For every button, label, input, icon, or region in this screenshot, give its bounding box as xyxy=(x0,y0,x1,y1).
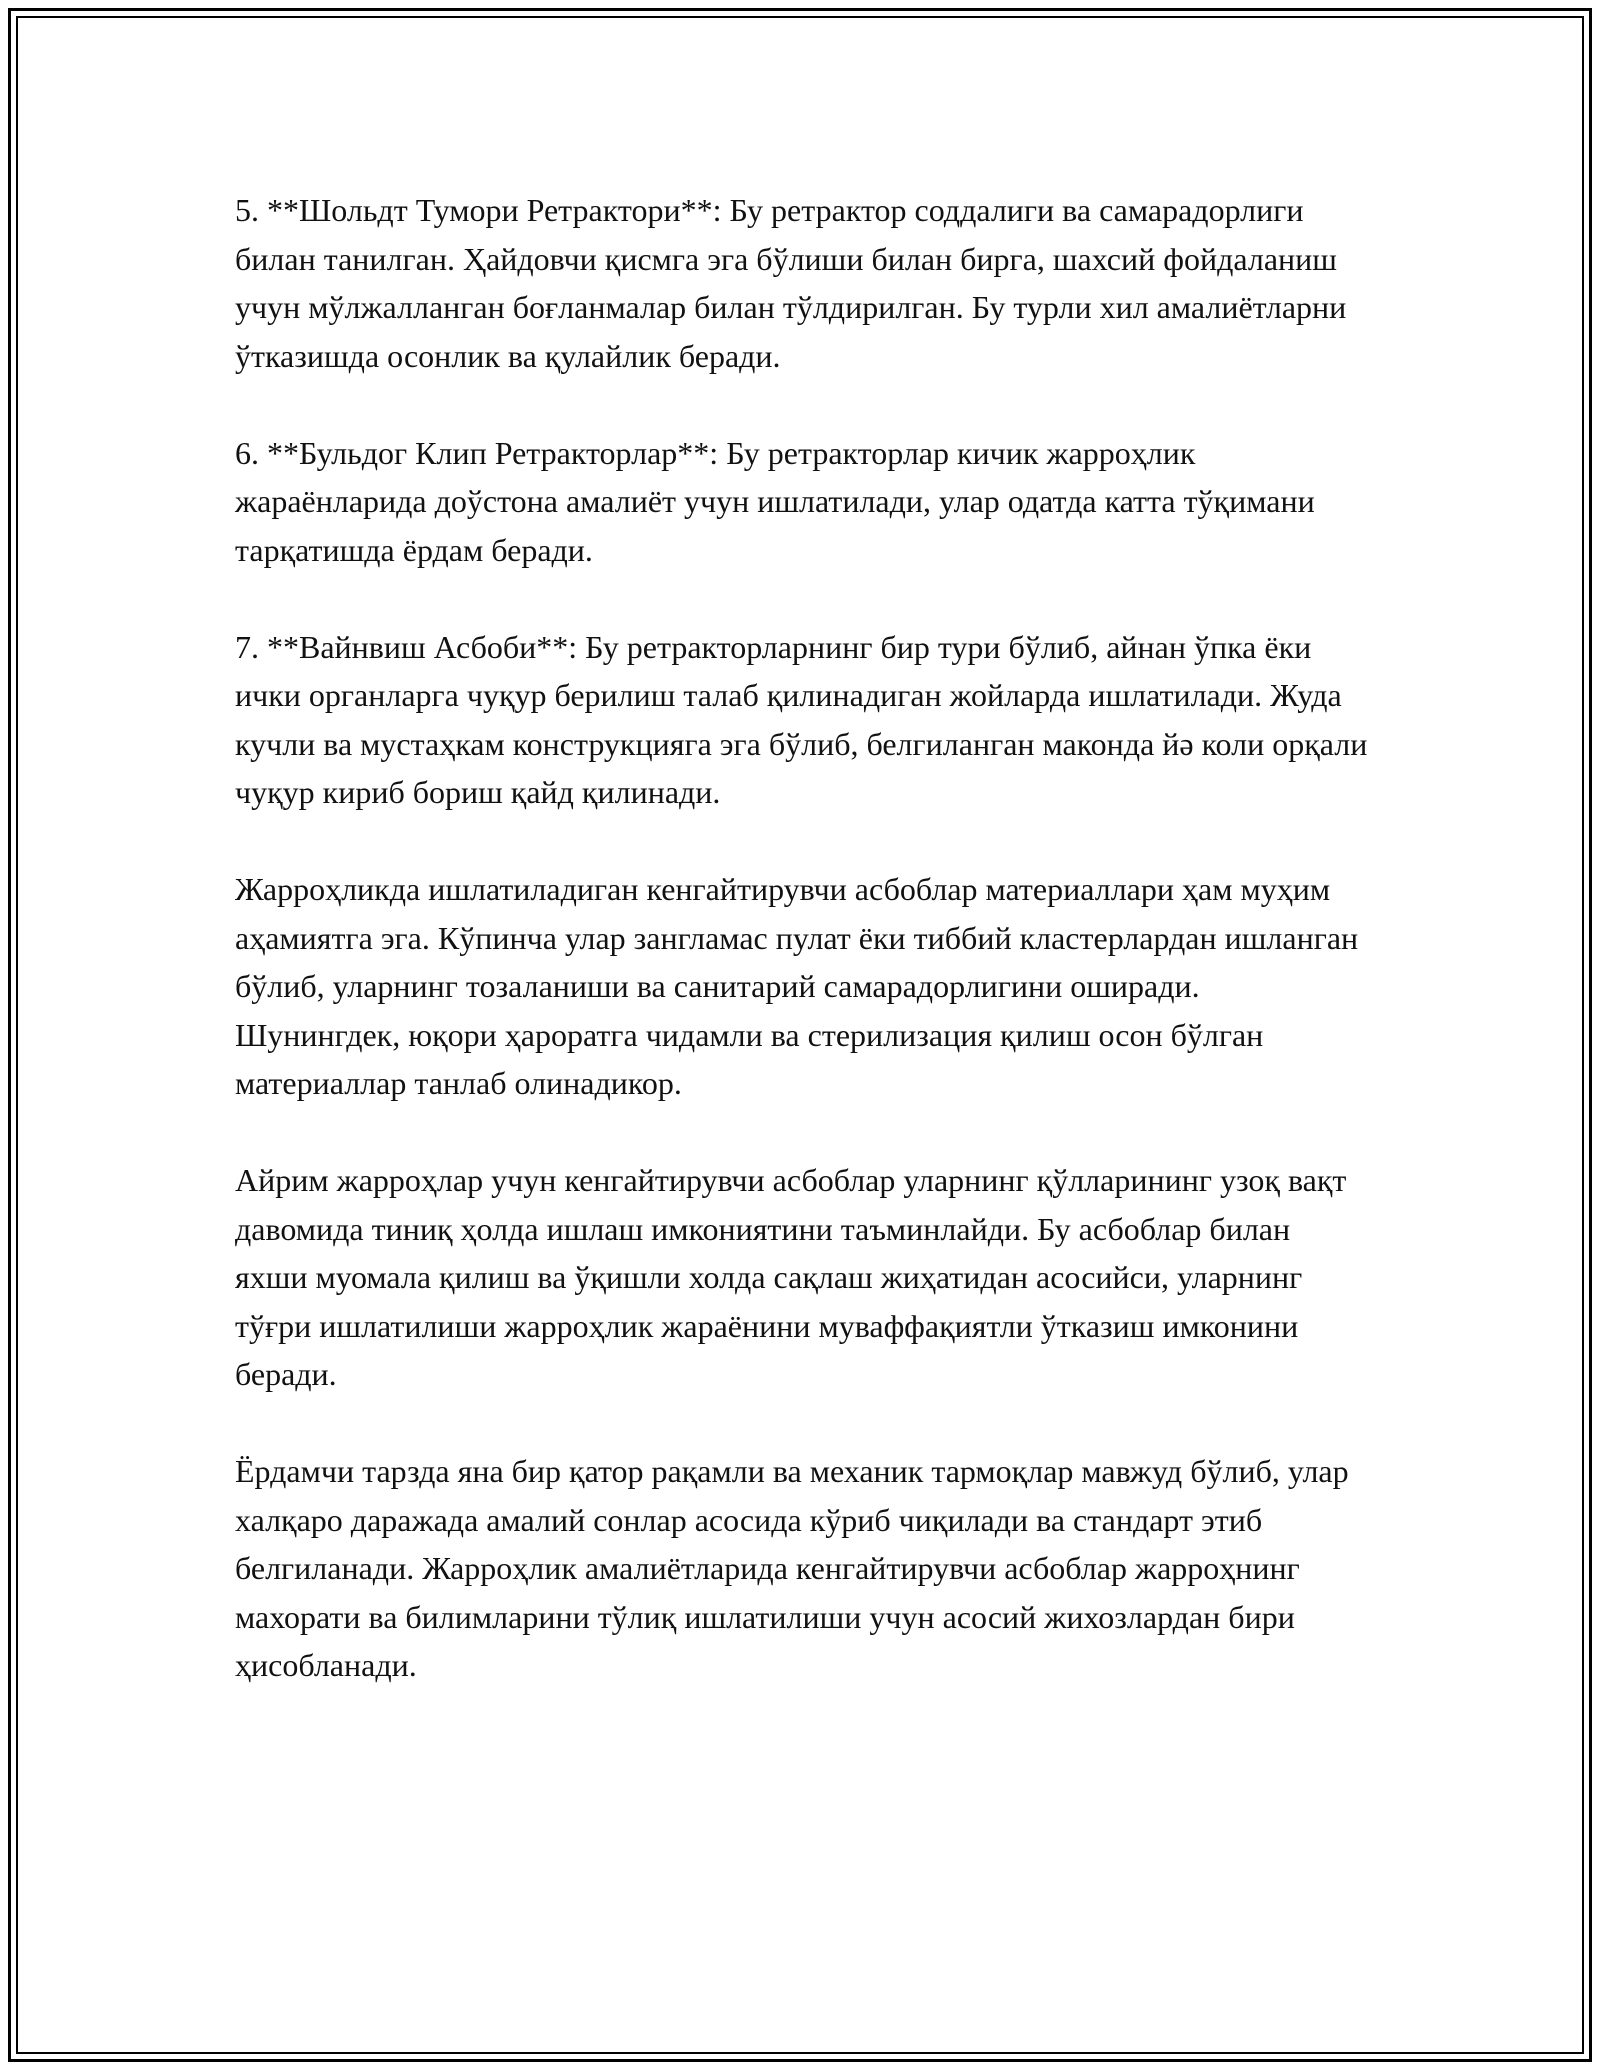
paragraph-item-6: 6. **Бульдог Клип Ретракторлар**: Бу ретракторлар кичик жарроҳлик жараёнларида доўстона амалиёт учун ишлатилади, улар одатда катта тўқимани тарқатишда ёрдам беради. xyxy=(235,434,1315,568)
paragraph-item-7: 7. **Вайнвиш Асбоби**: Бу ретракторларнинг бир тури бўлиб, айнан ўпка ёки ички органларга чуқур берилиш талаб қилинадиган жойларда ишлатилади. Жуда кучли ва мустаҳкам конструкцияга эга бўлиб, белгиланган маконда йә коли орқали чуқур кириб бориш қайд қилинади. xyxy=(235,628,1368,810)
document-body xyxy=(235,186,1370,1738)
paragraph-materials: Жарроҳликда ишлатиладиган кенгайтирувчи асбоблар материаллари ҳам муҳим аҳамиятга эга. Кўпинча улар зангламас пулат ёки тиббий кластерлардан ишланган бўлиб, уларнинг тозаланиши ва санитарий самарадорлигини оширади. Шунингдек, юқори ҳароратга чидамли ва стерилизация қилиш осон бўлган материаллар танлаб олинадикор. xyxy=(235,871,1359,1101)
paragraph-surgeons: Айрим жарроҳлар учун кенгайтирувчи асбоблар уларнинг қўлларининг узоқ вақт давомида тиниқ ҳолда ишлаш имкониятини таъминлайди. Бу асбоблар билан яхши муомала қилиш ва ўқишли холда сақлаш жиҳатидан асосийси, уларнинг тўғри ишлатилиши жарроҳлик жараёнини муваффақиятли ўтказиш имконини беради. xyxy=(235,1162,1347,1392)
paragraph-auxiliary: Ёрдамчи тарзда яна бир қатор рақамли ва механик тармоқлар мавжуд бўлиб, улар халқаро даражада амалий сонлар асосида кўриб чиқилади ва стандарт этиб белгиланади. Жарроҳлик амалиётларида кенгайтирувчи асбоблар жарроҳнинг махорати ва билимларини тўлиқ ишлатилиши учун асосий жихозлардан бири ҳисобланади. xyxy=(235,1453,1349,1683)
paragraph-item-5: 5. **Шольдт Тумори Ретрактори**: Бу ретрактор соддалиги ва самарадорлиги билан танилган. Ҳайдовчи қисмга эга бўлиши билан бирга, шахсий фойдаланиш учун мўлжалланган боғланмалар билан тўлдирилган. Бу турли хил амалиётларни ўтказишда осонлик ва қулайлик беради. xyxy=(235,192,1347,374)
